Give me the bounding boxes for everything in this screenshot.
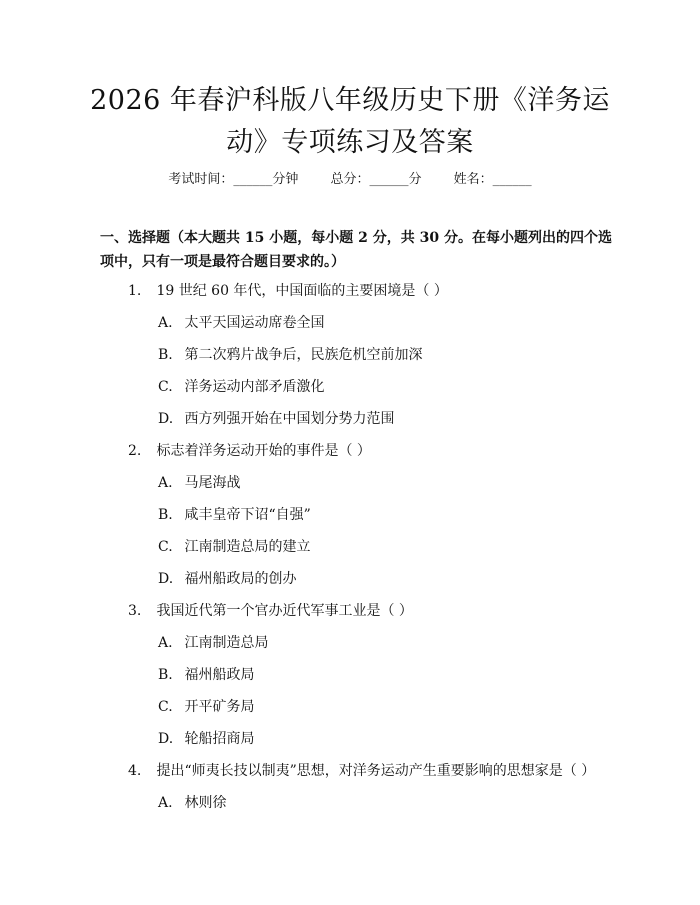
option-text: 洋务运动内部矛盾激化 — [184, 379, 325, 395]
option-text: 林则徐 — [184, 795, 227, 811]
question-number: 4. — [128, 763, 142, 779]
option-2a — [158, 474, 240, 492]
section-heading — [100, 226, 660, 274]
title-line-1: 2026 年春沪科版八年级历史下册《洋务运 — [90, 85, 610, 116]
question-1 — [128, 282, 448, 300]
option-letter: B. — [158, 667, 173, 683]
option-letter: D. — [158, 571, 174, 587]
option-text: 第二次鸦片战争后，民族危机空前加深 — [184, 347, 423, 363]
option-text: 福州船政局的创办 — [184, 571, 297, 587]
option-letter: C. — [158, 379, 173, 395]
document-title — [90, 80, 610, 164]
title-line-2: 动》专项练习及答案 — [226, 127, 474, 158]
option-1b — [158, 346, 422, 364]
section-heading-line-1: 一、选择题（本大题共 15 小题，每小题 2 分，共 30 分。在每小题列出的四个选 — [100, 230, 612, 246]
option-4a — [158, 794, 226, 812]
question-2 — [128, 442, 371, 460]
question-text: 19 世纪 60 年代，中国面临的主要困境是（ ） — [156, 283, 448, 299]
question-text: 标志着洋务运动开始的事件是（ ） — [156, 443, 371, 459]
exam-time: 考试时间：______分钟 — [168, 172, 299, 187]
option-text: 西方列强开始在中国划分势力范围 — [184, 411, 395, 427]
option-1d — [158, 410, 394, 428]
total-score: 总分：______分 — [330, 172, 422, 187]
option-3a — [158, 634, 268, 652]
option-2d — [158, 570, 296, 588]
question-number: 3. — [128, 603, 142, 619]
option-letter: A. — [158, 315, 173, 331]
option-3c — [158, 698, 254, 716]
question-number: 1. — [128, 283, 142, 299]
option-2b — [158, 506, 311, 524]
option-letter: B. — [158, 347, 173, 363]
option-letter: C. — [158, 539, 173, 555]
option-letter: A. — [158, 475, 173, 491]
option-text: 轮船招商局 — [184, 731, 255, 747]
option-text: 咸丰皇帝下诏“自强” — [184, 507, 311, 523]
option-text: 江南制造总局 — [184, 635, 269, 651]
option-letter: D. — [158, 731, 174, 747]
option-1c — [158, 378, 324, 396]
question-number: 2. — [128, 443, 142, 459]
question-text: 提出“师夷长技以制夷”思想，对洋务运动产生重要影响的思想家是（ ） — [156, 763, 596, 779]
exam-info — [0, 168, 700, 187]
option-1a — [158, 314, 324, 332]
option-text: 马尾海战 — [184, 475, 241, 491]
question-text: 我国近代第一个官办近代军事工业是（ ） — [156, 603, 413, 619]
option-3d — [158, 730, 254, 748]
question-3 — [128, 602, 413, 620]
option-letter: D. — [158, 411, 174, 427]
student-name: 姓名：______ — [453, 172, 532, 187]
option-text: 福州船政局 — [184, 667, 255, 683]
question-4 — [128, 762, 595, 780]
section-heading-line-2: 项中，只有一项是最符合题目要求的。） — [100, 254, 345, 270]
option-letter: B. — [158, 507, 173, 523]
option-letter: A. — [158, 795, 173, 811]
option-text: 太平天国运动席卷全国 — [184, 315, 325, 331]
option-text: 开平矿务局 — [184, 699, 255, 715]
option-letter: A. — [158, 635, 173, 651]
option-2c — [158, 538, 310, 556]
option-3b — [158, 666, 254, 684]
option-letter: C. — [158, 699, 173, 715]
option-text: 江南制造总局的建立 — [184, 539, 311, 555]
